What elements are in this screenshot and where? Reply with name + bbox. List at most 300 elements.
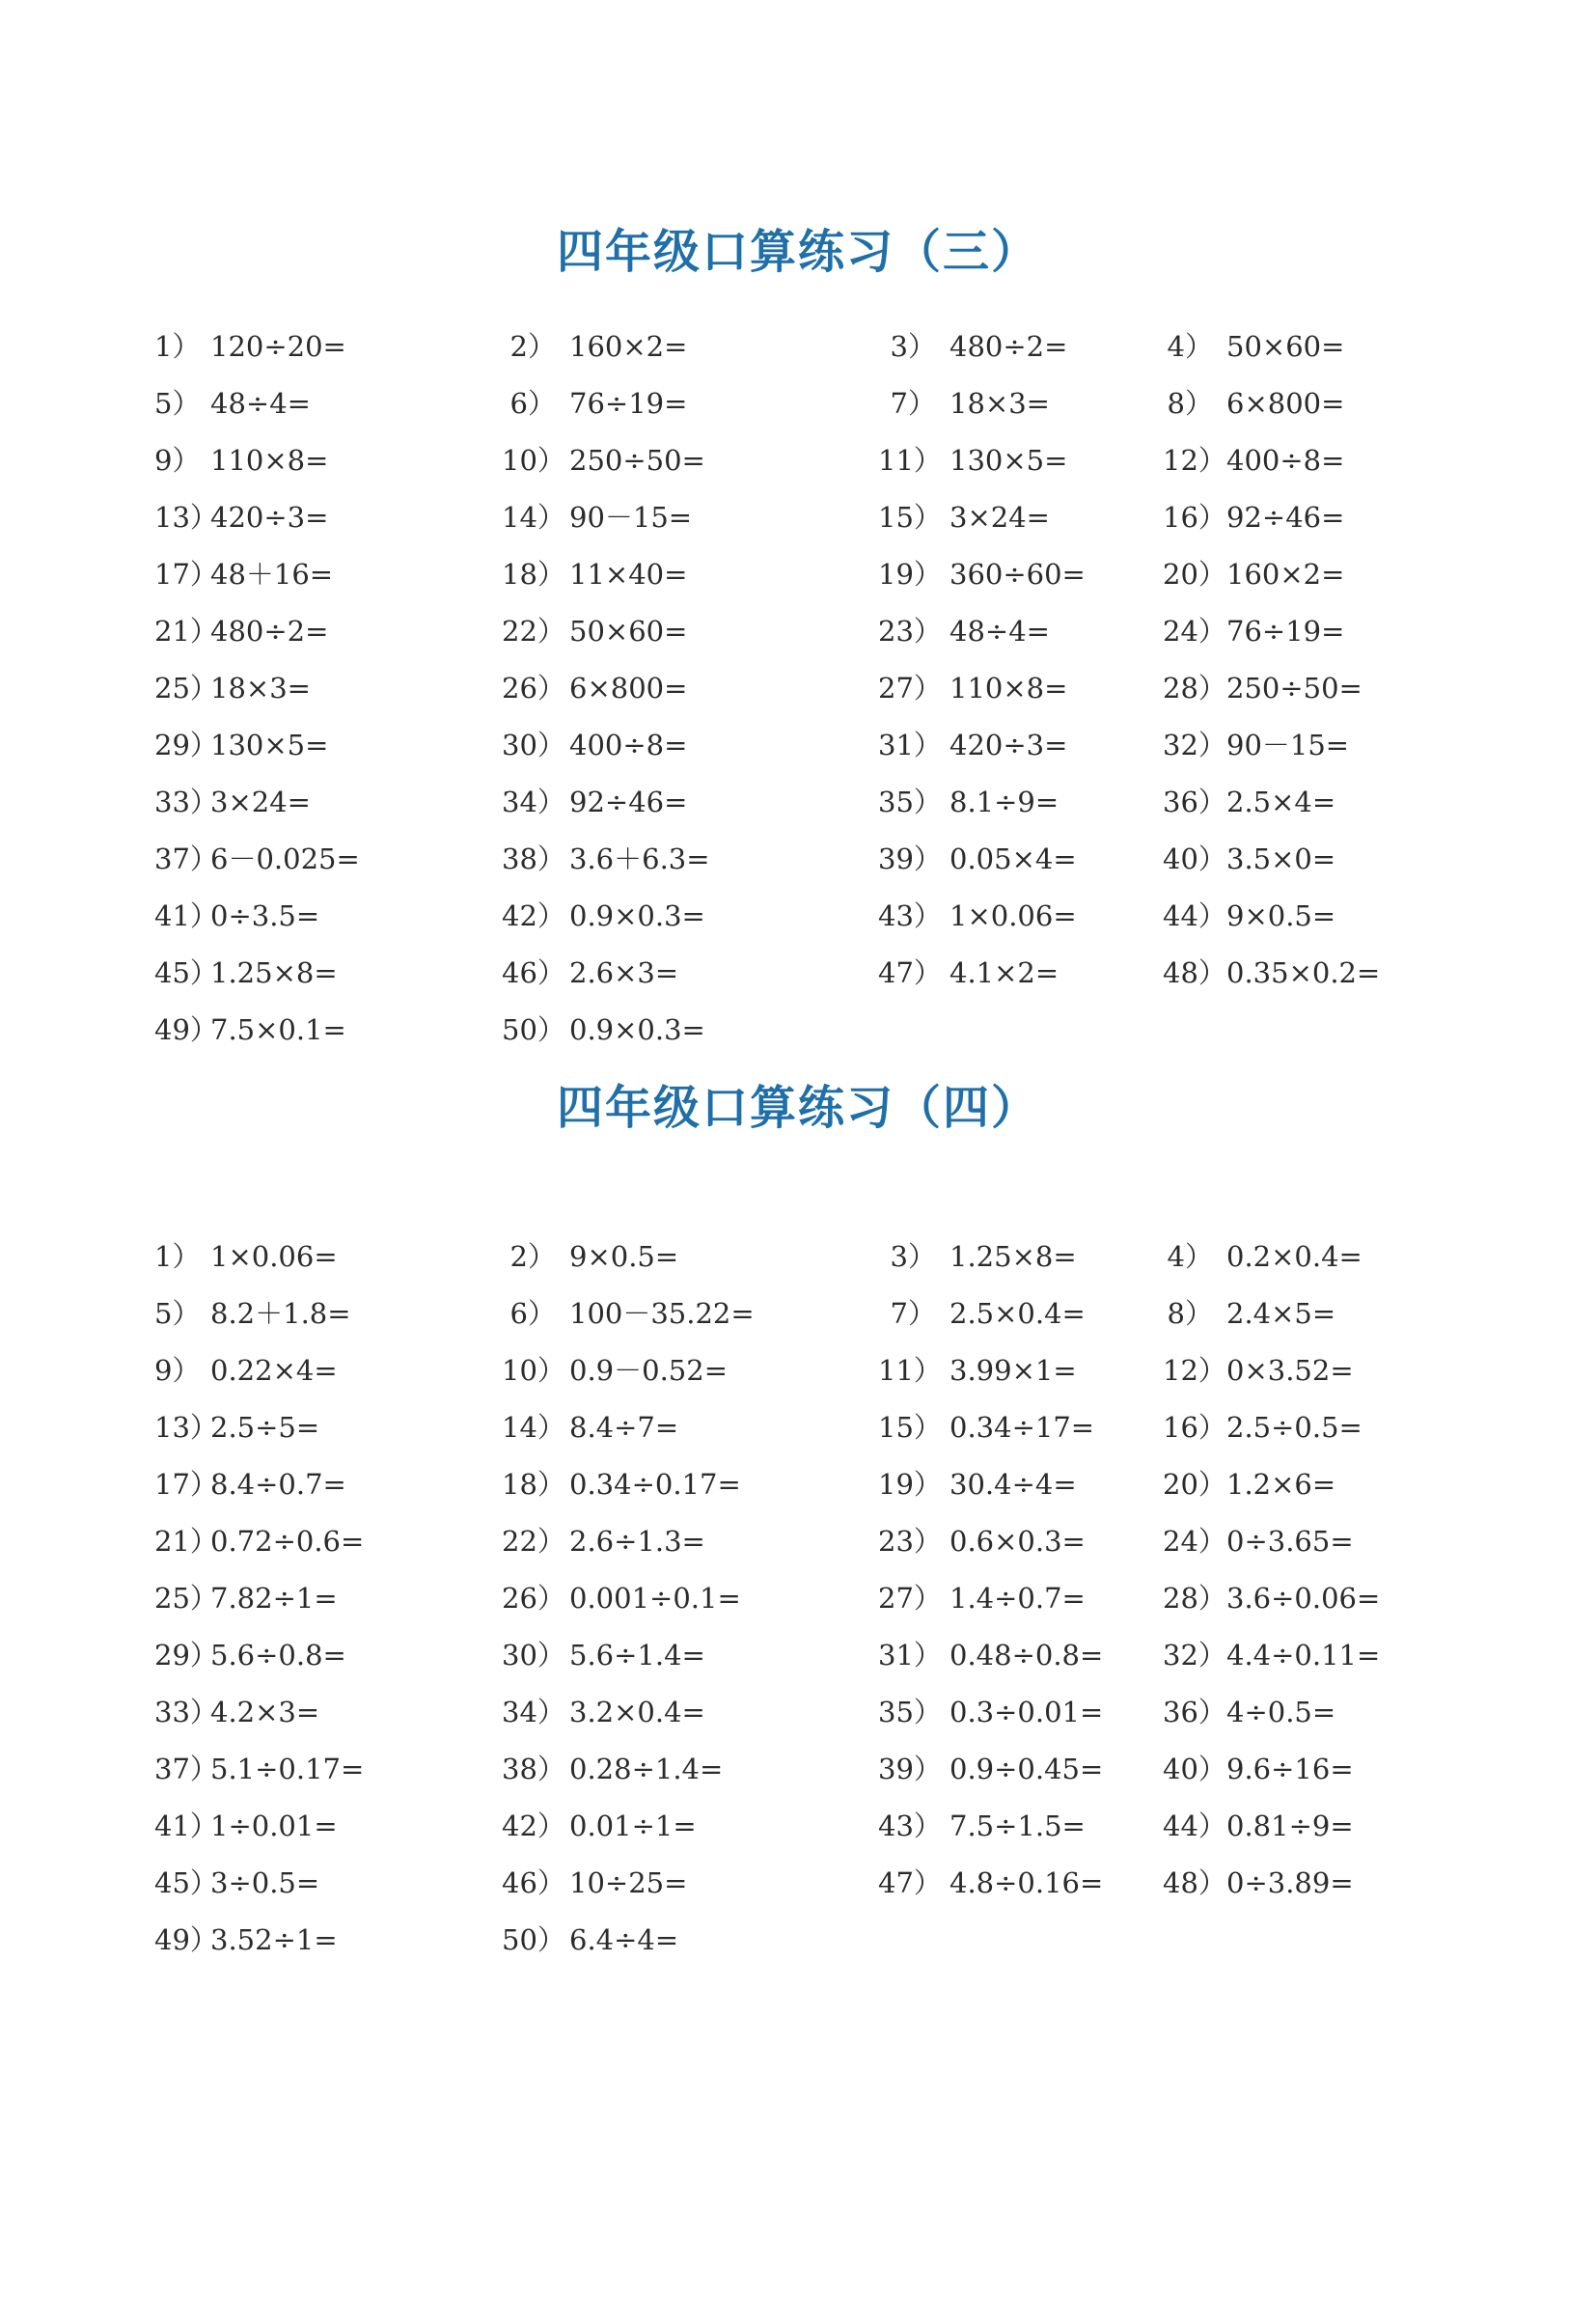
problem-item xyxy=(502,603,687,660)
problem-item xyxy=(1163,1741,1354,1798)
problem-expression: 4.2×3= xyxy=(210,1696,320,1728)
problem-item xyxy=(878,318,1067,375)
problem-item xyxy=(878,945,1059,1002)
problem-item xyxy=(154,489,328,546)
problem-expression: 90－15= xyxy=(569,501,693,534)
problem-row xyxy=(0,1798,1596,1855)
problem-number: 14） xyxy=(502,501,565,534)
problem-row xyxy=(0,1456,1596,1513)
problem-row xyxy=(0,1513,1596,1570)
problem-item xyxy=(878,1513,1086,1570)
problem-number: 15） xyxy=(878,1411,942,1444)
problem-number: 47） xyxy=(878,1866,942,1899)
problem-item xyxy=(502,1741,723,1798)
problem-item xyxy=(1163,717,1349,774)
problem-item xyxy=(878,375,1050,432)
problem-number: 27） xyxy=(878,1582,942,1615)
problem-number: 23） xyxy=(878,615,942,648)
problem-item xyxy=(502,1912,678,1969)
problem-expression: 0.9×0.3= xyxy=(569,899,705,932)
problem-number: 31） xyxy=(878,1639,942,1672)
problem-expression: 90－15= xyxy=(1226,729,1350,761)
problem-expression: 110×8= xyxy=(949,672,1068,705)
problem-number: 24） xyxy=(1163,1525,1226,1558)
problem-item xyxy=(878,831,1077,888)
problem-expression: 3×24= xyxy=(210,786,311,818)
problem-expression: 50×60= xyxy=(569,615,688,648)
problem-number: 40） xyxy=(1163,1753,1226,1785)
problem-expression: 480÷2= xyxy=(210,615,329,648)
problem-number: 35） xyxy=(878,786,942,818)
problem-expression: 2.6×3= xyxy=(569,956,679,989)
problem-number: 43） xyxy=(878,899,942,932)
problem-item xyxy=(878,546,1086,603)
problem-number: 17） xyxy=(154,558,218,591)
problem-grid xyxy=(0,318,1596,1059)
problem-row xyxy=(0,717,1596,774)
problem-expression: 1.2×6= xyxy=(1226,1468,1336,1501)
problem-number: 49） xyxy=(154,1923,218,1956)
problem-expression: 360÷60= xyxy=(949,558,1086,591)
problem-item xyxy=(1163,1798,1354,1855)
problem-expression: 2.5×4= xyxy=(1226,786,1336,818)
problem-expression: 0÷3.5= xyxy=(210,899,320,932)
problem-item xyxy=(502,432,705,489)
problem-row xyxy=(0,831,1596,888)
problem-expression: 4.4÷0.11= xyxy=(1226,1639,1381,1672)
problem-item xyxy=(1163,1684,1335,1741)
problem-expression: 92÷46= xyxy=(1226,501,1345,534)
problem-row xyxy=(0,774,1596,831)
problem-number: 35） xyxy=(878,1696,942,1728)
problem-expression: 0.9－0.52= xyxy=(569,1354,728,1387)
problem-number: 34） xyxy=(502,786,565,818)
problem-expression: 0.3÷0.01= xyxy=(949,1696,1104,1728)
problem-number: 46） xyxy=(502,956,565,989)
problem-number: 44） xyxy=(1163,1810,1226,1842)
problem-expression: 0.22×4= xyxy=(210,1354,338,1387)
problem-expression: 50×60= xyxy=(1226,330,1345,363)
problem-item xyxy=(502,888,705,945)
problem-number: 21） xyxy=(154,1525,218,1558)
problem-number: 37） xyxy=(154,843,218,875)
problem-number: 45） xyxy=(154,1866,218,1899)
problem-number: 25） xyxy=(154,672,218,705)
problem-number: 38） xyxy=(502,843,565,875)
problem-number: 37） xyxy=(154,1753,218,1785)
problem-number: 11） xyxy=(878,1354,942,1387)
problem-row xyxy=(0,489,1596,546)
problem-item xyxy=(154,546,333,603)
problem-item xyxy=(502,546,687,603)
problem-number: 10） xyxy=(502,1354,565,1387)
problem-number: 6） xyxy=(509,1297,556,1330)
problem-item xyxy=(502,1229,678,1285)
problem-expression: 5.6÷1.4= xyxy=(569,1639,705,1672)
problem-expression: 2.5÷5= xyxy=(210,1411,320,1444)
problem-item xyxy=(1163,1342,1354,1399)
problem-item xyxy=(154,717,328,774)
problem-item xyxy=(502,1798,697,1855)
problem-number: 11） xyxy=(878,444,942,477)
problem-number: 25） xyxy=(154,1582,218,1615)
problem-expression: 1×0.06= xyxy=(210,1240,338,1273)
problem-number: 24） xyxy=(1163,615,1226,648)
problem-expression: 3÷0.5= xyxy=(210,1866,320,1899)
problem-expression: 0.05×4= xyxy=(949,843,1077,875)
problem-number: 42） xyxy=(502,1810,565,1842)
problem-item xyxy=(502,318,687,375)
problem-item xyxy=(154,660,311,717)
problem-number: 3） xyxy=(890,1240,936,1273)
problem-row xyxy=(0,432,1596,489)
problem-item xyxy=(502,1002,705,1059)
problem-number: 5） xyxy=(154,1297,201,1330)
problem-expression: 11×40= xyxy=(569,558,688,591)
problem-number: 3） xyxy=(890,330,936,363)
problem-number: 49） xyxy=(154,1013,218,1046)
problem-grid xyxy=(0,1229,1596,1969)
problem-expression: 0÷3.89= xyxy=(1226,1866,1354,1899)
problem-row xyxy=(0,1570,1596,1627)
problem-number: 39） xyxy=(878,1753,942,1785)
problem-number: 32） xyxy=(1163,729,1226,761)
problem-expression: 400÷8= xyxy=(569,729,688,761)
problem-expression: 3.52÷1= xyxy=(210,1923,338,1956)
problem-number: 41） xyxy=(154,1810,218,1842)
problem-item xyxy=(1163,774,1335,831)
problem-number: 47） xyxy=(878,956,942,989)
problem-item xyxy=(1163,1399,1362,1456)
problem-item xyxy=(878,660,1067,717)
problem-expression: 10÷25= xyxy=(569,1866,688,1899)
problem-number: 22） xyxy=(502,1525,565,1558)
problem-expression: 3.2×0.4= xyxy=(569,1696,705,1728)
problem-expression: 160×2= xyxy=(569,330,688,363)
problem-number: 16） xyxy=(1163,501,1226,534)
problem-number: 7） xyxy=(890,1297,936,1330)
problem-expression: 18×3= xyxy=(210,672,311,705)
problem-item xyxy=(502,1513,705,1570)
problem-item xyxy=(1163,831,1335,888)
problem-row xyxy=(0,1285,1596,1342)
section-title: 四年级口算练习（三） xyxy=(556,225,1039,279)
problem-item xyxy=(1163,660,1362,717)
problem-item xyxy=(154,1456,346,1513)
problem-item xyxy=(1163,1513,1354,1570)
problem-expression: 7.5×0.1= xyxy=(210,1013,346,1046)
problem-item xyxy=(878,1684,1103,1741)
problem-number: 23） xyxy=(878,1525,942,1558)
problem-row xyxy=(0,945,1596,1002)
problem-item xyxy=(1163,1570,1380,1627)
problem-item xyxy=(154,1741,364,1798)
problem-expression: 4.1×2= xyxy=(949,956,1059,989)
problem-expression: 2.6÷1.3= xyxy=(569,1525,705,1558)
problem-number: 32） xyxy=(1163,1639,1226,1672)
problem-row xyxy=(0,1855,1596,1912)
problem-expression: 0.001÷0.1= xyxy=(569,1582,741,1615)
problem-item xyxy=(878,888,1077,945)
problem-item xyxy=(502,1342,728,1399)
problem-expression: 1×0.06= xyxy=(949,899,1077,932)
problem-expression: 250÷50= xyxy=(1226,672,1362,705)
problem-expression: 48÷4= xyxy=(210,387,311,420)
problem-expression: 4.8÷0.16= xyxy=(949,1866,1104,1899)
problem-expression: 0.48÷0.8= xyxy=(949,1639,1104,1672)
problem-expression: 8.1÷9= xyxy=(949,786,1059,818)
problem-number: 48） xyxy=(1163,1866,1226,1899)
problem-number: 1） xyxy=(154,330,201,363)
problem-number: 4） xyxy=(1167,330,1213,363)
problem-number: 50） xyxy=(502,1923,565,1956)
problem-item xyxy=(1163,432,1344,489)
problem-item xyxy=(878,1570,1086,1627)
problem-expression: 0.34÷0.17= xyxy=(569,1468,741,1501)
problem-item xyxy=(154,318,346,375)
problem-item xyxy=(154,1229,338,1285)
problem-number: 2） xyxy=(509,1240,556,1273)
problem-expression: 420÷3= xyxy=(949,729,1068,761)
problem-number: 8） xyxy=(1167,1297,1213,1330)
problem-row xyxy=(0,888,1596,945)
problem-expression: 9.6÷16= xyxy=(1226,1753,1354,1785)
problem-item xyxy=(154,1627,346,1684)
problem-item xyxy=(154,1399,319,1456)
problem-item xyxy=(1163,1456,1335,1513)
problem-number: 19） xyxy=(878,558,942,591)
problem-item xyxy=(1163,1627,1380,1684)
problem-expression: 1.25×8= xyxy=(949,1240,1077,1273)
problem-expression: 1.25×8= xyxy=(210,956,338,989)
problem-expression: 8.4÷0.7= xyxy=(210,1468,346,1501)
problem-expression: 8.2＋1.8= xyxy=(210,1297,351,1330)
problem-number: 43） xyxy=(878,1810,942,1842)
problem-number: 2） xyxy=(509,330,556,363)
problem-number: 46） xyxy=(502,1866,565,1899)
problem-item xyxy=(154,1570,338,1627)
problem-expression: 160×2= xyxy=(1226,558,1345,591)
problem-expression: 18×3= xyxy=(949,387,1050,420)
problem-row xyxy=(0,1229,1596,1285)
problem-number: 17） xyxy=(154,1468,218,1501)
problem-number: 20） xyxy=(1163,1468,1226,1501)
problem-number: 30） xyxy=(502,1639,565,1672)
problem-row xyxy=(0,1342,1596,1399)
problem-number: 6） xyxy=(509,387,556,420)
problem-expression: 3.6÷0.06= xyxy=(1226,1582,1381,1615)
problem-item xyxy=(502,489,692,546)
problem-item xyxy=(878,1342,1077,1399)
problem-expression: 48＋16= xyxy=(210,558,334,591)
problem-number: 30） xyxy=(502,729,565,761)
problem-expression: 420÷3= xyxy=(210,501,329,534)
problem-expression: 48÷4= xyxy=(949,615,1050,648)
problem-expression: 7.5÷1.5= xyxy=(949,1810,1086,1842)
problem-row xyxy=(0,603,1596,660)
problem-item xyxy=(154,1513,364,1570)
problem-item xyxy=(878,717,1067,774)
problem-item xyxy=(502,1399,678,1456)
problem-expression: 2.5×0.4= xyxy=(949,1297,1086,1330)
problem-number: 36） xyxy=(1163,786,1226,818)
problem-expression: 130×5= xyxy=(210,729,329,761)
problem-item xyxy=(154,1855,319,1912)
problem-number: 26） xyxy=(502,672,565,705)
problem-number: 20） xyxy=(1163,558,1226,591)
problem-item xyxy=(502,945,678,1002)
problem-expression: 7.82÷1= xyxy=(210,1582,338,1615)
problem-row xyxy=(0,1912,1596,1969)
problem-expression: 9×0.5= xyxy=(1226,899,1336,932)
problem-row xyxy=(0,1002,1596,1059)
problem-item xyxy=(154,774,311,831)
problem-expression: 5.1÷0.17= xyxy=(210,1753,365,1785)
problem-item xyxy=(1163,945,1380,1002)
problem-item xyxy=(154,1002,346,1059)
problem-number: 38） xyxy=(502,1753,565,1785)
problem-number: 34） xyxy=(502,1696,565,1728)
problem-number: 42） xyxy=(502,899,565,932)
problem-number: 9） xyxy=(154,1354,201,1387)
problem-expression: 100－35.22= xyxy=(569,1297,755,1330)
problem-item xyxy=(878,1741,1103,1798)
problem-expression: 6.4÷4= xyxy=(569,1923,679,1956)
problem-number: 19） xyxy=(878,1468,942,1501)
problem-expression: 0.35×0.2= xyxy=(1226,956,1381,989)
problem-item xyxy=(1163,1855,1354,1912)
problem-item xyxy=(878,774,1059,831)
problem-expression: 250÷50= xyxy=(569,444,705,477)
problem-number: 5） xyxy=(154,387,201,420)
problem-expression: 76÷19= xyxy=(569,387,688,420)
problem-expression: 2.4×5= xyxy=(1226,1297,1336,1330)
problem-number: 48） xyxy=(1163,956,1226,989)
problem-item xyxy=(878,1285,1086,1342)
problem-number: 8） xyxy=(1167,387,1213,420)
problem-expression: 110×8= xyxy=(210,444,329,477)
problem-expression: 0×3.52= xyxy=(1226,1354,1354,1387)
problem-item xyxy=(502,774,687,831)
problem-expression: 0÷3.65= xyxy=(1226,1525,1354,1558)
problem-item xyxy=(154,888,319,945)
problem-number: 39） xyxy=(878,843,942,875)
problem-number: 1） xyxy=(154,1240,201,1273)
problem-item xyxy=(502,1684,705,1741)
problem-row xyxy=(0,375,1596,432)
problem-row xyxy=(0,1741,1596,1798)
problem-number: 12） xyxy=(1163,444,1226,477)
problem-item xyxy=(502,1570,741,1627)
problem-number: 33） xyxy=(154,786,218,818)
problem-expression: 8.4÷7= xyxy=(569,1411,679,1444)
problem-row xyxy=(0,1399,1596,1456)
problem-number: 41） xyxy=(154,899,218,932)
problem-expression: 0.81÷9= xyxy=(1226,1810,1354,1842)
problem-number: 31） xyxy=(878,729,942,761)
problem-expression: 1.4÷0.7= xyxy=(949,1582,1086,1615)
problem-item xyxy=(1163,375,1344,432)
problem-expression: 400÷8= xyxy=(1226,444,1345,477)
problem-row xyxy=(0,1684,1596,1741)
problem-item xyxy=(154,1342,338,1399)
problem-item xyxy=(154,1912,338,1969)
problem-item xyxy=(502,1285,755,1342)
problem-expression: 0.2×0.4= xyxy=(1226,1240,1362,1273)
problem-expression: 0.6×0.3= xyxy=(949,1525,1086,1558)
problem-item xyxy=(502,1627,705,1684)
problem-item xyxy=(154,1798,338,1855)
problem-item xyxy=(154,831,360,888)
problem-item xyxy=(154,945,338,1002)
problem-item xyxy=(1163,1229,1362,1285)
problem-item xyxy=(154,1285,351,1342)
problem-item xyxy=(878,1399,1094,1456)
problem-number: 45） xyxy=(154,956,218,989)
problem-number: 18） xyxy=(502,1468,565,1501)
problem-item xyxy=(878,1229,1077,1285)
problem-number: 22） xyxy=(502,615,565,648)
problem-number: 10） xyxy=(502,444,565,477)
problem-expression: 0.34÷17= xyxy=(949,1411,1095,1444)
problem-number: 28） xyxy=(1163,672,1226,705)
problem-number: 44） xyxy=(1163,899,1226,932)
problem-number: 15） xyxy=(878,501,942,534)
problem-item xyxy=(502,717,687,774)
problem-number: 12） xyxy=(1163,1354,1226,1387)
problem-number: 13） xyxy=(154,1411,218,1444)
problem-item xyxy=(502,375,687,432)
problem-expression: 6－0.025= xyxy=(210,843,360,875)
problem-row xyxy=(0,318,1596,375)
problem-number: 40） xyxy=(1163,843,1226,875)
problem-expression: 76÷19= xyxy=(1226,615,1345,648)
problem-item xyxy=(1163,489,1344,546)
problem-item xyxy=(878,1798,1086,1855)
problem-expression: 2.5÷0.5= xyxy=(1226,1411,1362,1444)
problem-number: 21） xyxy=(154,615,218,648)
problem-expression: 6×800= xyxy=(569,672,688,705)
problem-item xyxy=(154,1684,319,1741)
problem-item xyxy=(1163,546,1344,603)
problem-item xyxy=(1163,603,1344,660)
problem-expression: 0.72÷0.6= xyxy=(210,1525,365,1558)
problem-expression: 0.01÷1= xyxy=(569,1810,697,1842)
problem-expression: 3.99×1= xyxy=(949,1354,1077,1387)
problem-expression: 6×800= xyxy=(1226,387,1345,420)
problem-expression: 3.6＋6.3= xyxy=(569,843,710,875)
problem-item xyxy=(878,1627,1103,1684)
problem-item xyxy=(878,489,1050,546)
problem-expression: 130×5= xyxy=(949,444,1068,477)
problem-expression: 1÷0.01= xyxy=(210,1810,338,1842)
problem-number: 50） xyxy=(502,1013,565,1046)
problem-item xyxy=(1163,888,1335,945)
problem-item xyxy=(502,660,687,717)
problem-item xyxy=(878,603,1050,660)
problem-expression: 3×24= xyxy=(949,501,1050,534)
problem-item xyxy=(1163,318,1344,375)
problem-item xyxy=(502,831,710,888)
problem-item xyxy=(1163,1285,1335,1342)
problem-number: 14） xyxy=(502,1411,565,1444)
problem-item xyxy=(878,432,1067,489)
problem-number: 33） xyxy=(154,1696,218,1728)
problem-expression: 120÷20= xyxy=(210,330,346,363)
problem-number: 16） xyxy=(1163,1411,1226,1444)
problem-number: 28） xyxy=(1163,1582,1226,1615)
problem-item xyxy=(154,432,328,489)
